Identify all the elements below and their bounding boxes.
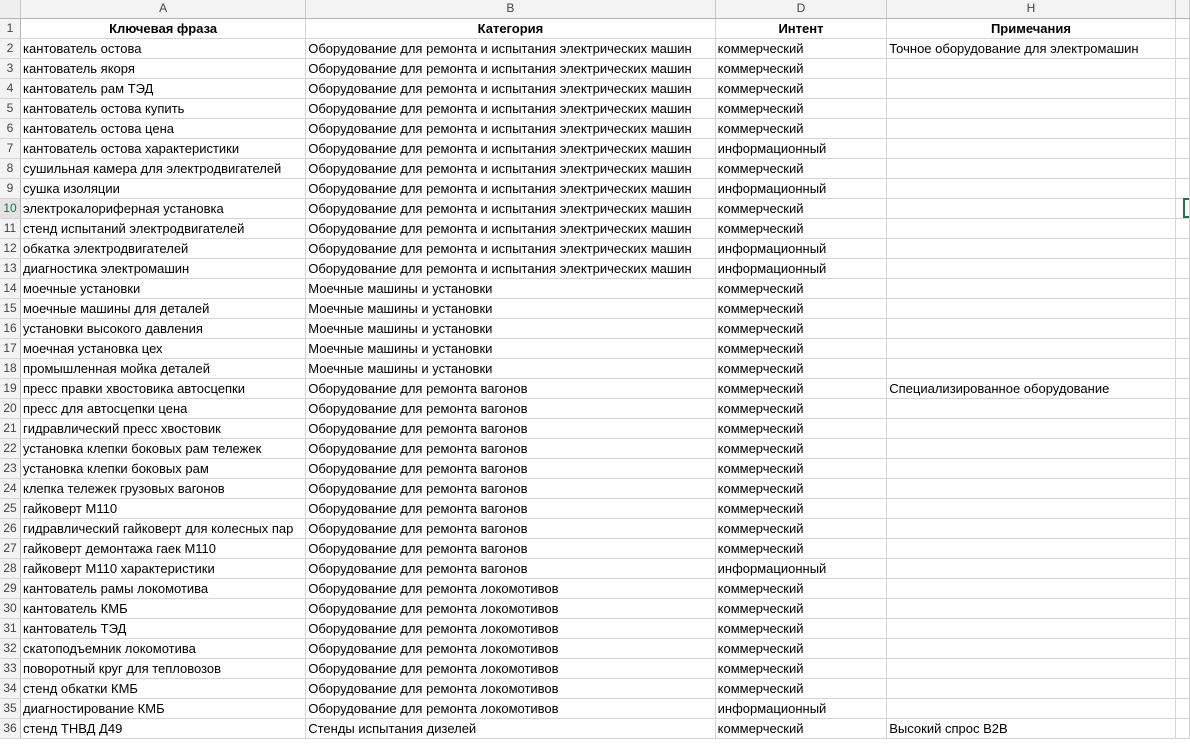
row-number[interactable]: 33	[0, 658, 20, 678]
cell-keyword[interactable]: установки высокого давления	[20, 318, 305, 338]
row-number[interactable]: 15	[0, 298, 20, 318]
cell-notes[interactable]: Точное оборудование для электромашин	[887, 38, 1175, 58]
cell-keyword[interactable]: скатоподъемник локомотива	[20, 638, 305, 658]
cell-intent[interactable]: коммерческий	[715, 298, 887, 318]
empty-cell[interactable]	[1175, 458, 1189, 478]
cell-notes[interactable]	[887, 418, 1175, 438]
table-row	[0, 258, 1190, 278]
table-row	[0, 658, 1190, 678]
empty-cell[interactable]	[1175, 658, 1189, 678]
empty-cell[interactable]	[1175, 38, 1189, 58]
cell-intent[interactable]: коммерческий	[715, 458, 887, 478]
row-number[interactable]: 36	[0, 718, 20, 738]
row-number[interactable]: 21	[0, 418, 20, 438]
row-number[interactable]: 19	[0, 378, 20, 398]
header-cell-notes[interactable]: Примечания	[887, 18, 1175, 38]
table-row	[0, 398, 1190, 418]
cell-intent[interactable]: информационный	[715, 558, 887, 578]
empty-cell[interactable]	[1175, 118, 1189, 138]
row-number[interactable]: 28	[0, 558, 20, 578]
cell-notes[interactable]	[887, 338, 1175, 358]
cell-notes[interactable]	[887, 358, 1175, 378]
cell-category[interactable]: Оборудование для ремонта локомотивов	[306, 638, 715, 658]
cell-intent[interactable]: коммерческий	[715, 718, 887, 738]
cell-notes[interactable]	[887, 298, 1175, 318]
empty-cell[interactable]	[1175, 518, 1189, 538]
table-row	[0, 458, 1190, 478]
cell-category[interactable]: Оборудование для ремонта вагонов	[306, 398, 715, 418]
cell-intent[interactable]: коммерческий	[715, 278, 887, 298]
empty-cell[interactable]	[1175, 558, 1189, 578]
cell-category[interactable]: Оборудование для ремонта вагонов	[306, 558, 715, 578]
cell-keyword[interactable]: кантователь якоря	[20, 58, 305, 78]
table-row	[0, 218, 1190, 238]
row-number[interactable]: 4	[0, 78, 20, 98]
cell-intent[interactable]: информационный	[715, 238, 887, 258]
row-number[interactable]: 35	[0, 698, 20, 718]
cell-intent[interactable]: коммерческий	[715, 438, 887, 458]
cell-keyword[interactable]: сушильная камера для электродвигателей	[20, 158, 305, 178]
active-cell-marker	[1183, 198, 1189, 218]
cell-category[interactable]: Моечные машины и установки	[306, 358, 715, 378]
cell-category[interactable]: Оборудование для ремонта локомотивов	[306, 658, 715, 678]
cell-notes[interactable]	[887, 238, 1175, 258]
cell-notes[interactable]	[887, 198, 1175, 218]
cell-notes[interactable]	[887, 218, 1175, 238]
cell-keyword[interactable]: моечная установка цех	[20, 338, 305, 358]
empty-cell[interactable]	[1175, 438, 1189, 458]
cell-keyword[interactable]: промышленная мойка деталей	[20, 358, 305, 378]
cell-notes[interactable]	[887, 558, 1175, 578]
table-row	[0, 438, 1190, 458]
column-header-a[interactable]: A	[20, 0, 305, 18]
table-row	[0, 278, 1190, 298]
table-row	[0, 638, 1190, 658]
table-row	[0, 298, 1190, 318]
cell-intent[interactable]: коммерческий	[715, 658, 887, 678]
cell-intent[interactable]: информационный	[715, 138, 887, 158]
empty-cell[interactable]	[1175, 78, 1189, 98]
cell-keyword[interactable]: гидравлический гайковерт для колесных пар	[20, 518, 305, 538]
cell-keyword[interactable]: установка клепки боковых рам	[20, 458, 305, 478]
table-row	[0, 538, 1190, 558]
cell-category[interactable]: Оборудование для ремонта и испытания электрических машин	[306, 118, 715, 138]
table-row	[0, 598, 1190, 618]
cell-category[interactable]: Моечные машины и установки	[306, 338, 715, 358]
cell-notes[interactable]	[887, 178, 1175, 198]
cell-category[interactable]: Оборудование для ремонта и испытания электрических машин	[306, 58, 715, 78]
row-number[interactable]: 34	[0, 678, 20, 698]
cell-intent[interactable]: коммерческий	[715, 578, 887, 598]
cell-intent[interactable]: коммерческий	[715, 198, 887, 218]
cell-category[interactable]: Оборудование для ремонта и испытания электрических машин	[306, 218, 715, 238]
cell-intent[interactable]: коммерческий	[715, 118, 887, 138]
cell-notes[interactable]	[887, 638, 1175, 658]
empty-cell[interactable]	[1175, 698, 1189, 718]
cell-category[interactable]: Оборудование для ремонта и испытания электрических машин	[306, 38, 715, 58]
cell-notes[interactable]: Высокий спрос B2B	[887, 718, 1175, 738]
row-number[interactable]: 27	[0, 538, 20, 558]
row-number[interactable]: 10	[0, 198, 20, 218]
row-number[interactable]: 17	[0, 338, 20, 358]
table-row	[0, 678, 1190, 698]
cell-intent[interactable]: информационный	[715, 178, 887, 198]
cell-intent[interactable]: коммерческий	[715, 678, 887, 698]
row-number[interactable]: 8	[0, 158, 20, 178]
table-row	[0, 618, 1190, 638]
cell-category[interactable]: Оборудование для ремонта и испытания электрических машин	[306, 78, 715, 98]
cell-notes[interactable]	[887, 698, 1175, 718]
empty-cell[interactable]	[1175, 618, 1189, 638]
table-row	[0, 178, 1190, 198]
cell-category[interactable]: Оборудование для ремонта вагонов	[306, 418, 715, 438]
cell-intent[interactable]: коммерческий	[715, 518, 887, 538]
empty-cell[interactable]	[1175, 378, 1189, 398]
cell-notes[interactable]	[887, 78, 1175, 98]
cell-keyword[interactable]: установка клепки боковых рам тележек	[20, 438, 305, 458]
cell-intent[interactable]: коммерческий	[715, 418, 887, 438]
cell-notes[interactable]	[887, 58, 1175, 78]
cell-intent[interactable]: коммерческий	[715, 38, 887, 58]
cell-notes[interactable]	[887, 318, 1175, 338]
cell-keyword[interactable]: поворотный круг для тепловозов	[20, 658, 305, 678]
cell-keyword[interactable]: стенд ТНВД Д49	[20, 718, 305, 738]
empty-cell[interactable]	[1175, 278, 1189, 298]
empty-cell[interactable]	[1175, 398, 1189, 418]
cell-keyword[interactable]: гайковерт демонтажа гаек М110	[20, 538, 305, 558]
cell-keyword[interactable]: стенд обкатки КМБ	[20, 678, 305, 698]
row-number[interactable]: 20	[0, 398, 20, 418]
cell-category[interactable]: Оборудование для ремонта и испытания электрических машин	[306, 138, 715, 158]
cell-category[interactable]: Оборудование для ремонта локомотивов	[306, 698, 715, 718]
empty-cell[interactable]	[1175, 358, 1189, 378]
row-number[interactable]: 13	[0, 258, 20, 278]
row-number[interactable]: 5	[0, 98, 20, 118]
cell-keyword[interactable]: диагностика электромашин	[20, 258, 305, 278]
empty-cell[interactable]	[1175, 338, 1189, 358]
table-row	[0, 78, 1190, 98]
row-number[interactable]: 24	[0, 478, 20, 498]
table-row	[0, 238, 1190, 258]
column-header-next[interactable]	[1175, 0, 1189, 18]
cell-category[interactable]: Оборудование для ремонта локомотивов	[306, 618, 715, 638]
empty-cell[interactable]	[1175, 578, 1189, 598]
empty-cell[interactable]	[1175, 18, 1189, 38]
cell-notes[interactable]	[887, 658, 1175, 678]
cell-category[interactable]: Оборудование для ремонта и испытания электрических машин	[306, 238, 715, 258]
cell-notes[interactable]	[887, 478, 1175, 498]
row-number[interactable]: 12	[0, 238, 20, 258]
table-header-row	[0, 18, 1190, 38]
cell-notes[interactable]	[887, 158, 1175, 178]
empty-cell[interactable]	[1175, 58, 1189, 78]
cell-keyword[interactable]: моечные установки	[20, 278, 305, 298]
cell-keyword[interactable]: кантователь остова характеристики	[20, 138, 305, 158]
cell-keyword[interactable]: кантователь КМБ	[20, 598, 305, 618]
table-row	[0, 198, 1190, 218]
select-all-corner[interactable]	[0, 0, 20, 18]
cell-keyword[interactable]: электрокалориферная установка	[20, 198, 305, 218]
cell-intent[interactable]: коммерческий	[715, 58, 887, 78]
table-row	[0, 98, 1190, 118]
cell-notes[interactable]	[887, 678, 1175, 698]
cell-category[interactable]: Моечные машины и установки	[306, 318, 715, 338]
empty-cell[interactable]	[1175, 178, 1189, 198]
empty-cell[interactable]	[1175, 478, 1189, 498]
column-header-d[interactable]: D	[715, 0, 887, 18]
cell-keyword[interactable]: стенд испытаний электродвигателей	[20, 218, 305, 238]
cell-intent[interactable]: коммерческий	[715, 498, 887, 518]
cell-intent[interactable]: информационный	[715, 258, 887, 278]
cell-notes[interactable]	[887, 578, 1175, 598]
cell-intent[interactable]: коммерческий	[715, 218, 887, 238]
cell-notes[interactable]	[887, 278, 1175, 298]
empty-cell[interactable]	[1175, 678, 1189, 698]
row-number[interactable]: 9	[0, 178, 20, 198]
row-number[interactable]: 11	[0, 218, 20, 238]
empty-cell[interactable]	[1175, 238, 1189, 258]
cell-keyword[interactable]: диагностирование КМБ	[20, 698, 305, 718]
row-number[interactable]: 23	[0, 458, 20, 478]
empty-cell[interactable]	[1175, 718, 1189, 738]
table-row	[0, 38, 1190, 58]
cell-keyword[interactable]: обкатка электродвигателей	[20, 238, 305, 258]
cell-category[interactable]: Оборудование для ремонта вагонов	[306, 458, 715, 478]
cell-notes[interactable]	[887, 458, 1175, 478]
column-header-h[interactable]: H	[887, 0, 1175, 18]
row-number[interactable]: 16	[0, 318, 20, 338]
header-cell-intent[interactable]: Интент	[715, 18, 887, 38]
cell-category[interactable]: Оборудование для ремонта вагонов	[306, 518, 715, 538]
cell-category[interactable]: Оборудование для ремонта вагонов	[306, 538, 715, 558]
cell-intent[interactable]: коммерческий	[715, 478, 887, 498]
empty-cell[interactable]	[1175, 138, 1189, 158]
cell-intent[interactable]: коммерческий	[715, 598, 887, 618]
cell-keyword[interactable]: кантователь ТЭД	[20, 618, 305, 638]
empty-cell[interactable]	[1175, 498, 1189, 518]
row-number[interactable]: 30	[0, 598, 20, 618]
cell-category[interactable]: Оборудование для ремонта вагонов	[306, 498, 715, 518]
row-number[interactable]: 18	[0, 358, 20, 378]
cell-notes[interactable]	[887, 98, 1175, 118]
cell-keyword[interactable]: моечные машины для деталей	[20, 298, 305, 318]
empty-cell[interactable]	[1175, 318, 1189, 338]
row-number[interactable]: 25	[0, 498, 20, 518]
cell-notes[interactable]	[887, 618, 1175, 638]
table-row	[0, 518, 1190, 538]
table-row	[0, 118, 1190, 138]
empty-cell[interactable]	[1175, 158, 1189, 178]
cell-intent[interactable]: коммерческий	[715, 98, 887, 118]
cell-notes[interactable]: Специализированное оборудование	[887, 378, 1175, 398]
cell-keyword[interactable]: гидравлический пресс хвостовик	[20, 418, 305, 438]
empty-cell[interactable]	[1175, 258, 1189, 278]
cell-notes[interactable]	[887, 498, 1175, 518]
cell-category[interactable]: Моечные машины и установки	[306, 298, 715, 318]
cell-intent[interactable]: коммерческий	[715, 358, 887, 378]
row-number[interactable]: 26	[0, 518, 20, 538]
cell-category[interactable]: Оборудование для ремонта и испытания электрических машин	[306, 258, 715, 278]
cell-notes[interactable]	[887, 138, 1175, 158]
cell-category[interactable]: Оборудование для ремонта и испытания электрических машин	[306, 178, 715, 198]
column-header-b[interactable]: B	[306, 0, 715, 18]
cell-keyword[interactable]: кантователь остова цена	[20, 118, 305, 138]
cell-keyword[interactable]: клепка тележек грузовых вагонов	[20, 478, 305, 498]
cell-keyword[interactable]: кантователь остова	[20, 38, 305, 58]
cell-notes[interactable]	[887, 598, 1175, 618]
cell-keyword[interactable]: кантователь рамы локомотива	[20, 578, 305, 598]
empty-cell[interactable]	[1175, 218, 1189, 238]
table-row	[0, 58, 1190, 78]
table-row	[0, 558, 1190, 578]
cell-notes[interactable]	[887, 118, 1175, 138]
cell-category[interactable]: Оборудование для ремонта и испытания электрических машин	[306, 98, 715, 118]
cell-category[interactable]: Оборудование для ремонта вагонов	[306, 378, 715, 398]
cell-notes[interactable]	[887, 258, 1175, 278]
table-row	[0, 378, 1190, 398]
cell-notes[interactable]	[887, 398, 1175, 418]
row-number[interactable]: 2	[0, 38, 20, 58]
row-number[interactable]: 14	[0, 278, 20, 298]
row-number[interactable]: 7	[0, 138, 20, 158]
row-number[interactable]: 1	[0, 18, 20, 38]
cell-keyword[interactable]: пресс для автосцепки цена	[20, 398, 305, 418]
cell-category[interactable]: Оборудование для ремонта локомотивов	[306, 598, 715, 618]
empty-cell[interactable]	[1175, 98, 1189, 118]
table-row	[0, 338, 1190, 358]
cell-keyword[interactable]: сушка изоляции	[20, 178, 305, 198]
header-cell-category[interactable]: Категория	[306, 18, 715, 38]
cell-category[interactable]: Оборудование для ремонта вагонов	[306, 438, 715, 458]
table-row	[0, 158, 1190, 178]
table-row	[0, 358, 1190, 378]
row-number[interactable]: 6	[0, 118, 20, 138]
empty-cell[interactable]	[1175, 638, 1189, 658]
cell-category[interactable]: Оборудование для ремонта и испытания электрических машин	[306, 158, 715, 178]
cell-intent[interactable]: коммерческий	[715, 158, 887, 178]
cell-intent[interactable]: коммерческий	[715, 378, 887, 398]
cell-category[interactable]: Оборудование для ремонта локомотивов	[306, 578, 715, 598]
cell-keyword[interactable]: гайковерт М110 характеристики	[20, 558, 305, 578]
empty-cell[interactable]	[1175, 538, 1189, 558]
cell-notes[interactable]	[887, 518, 1175, 538]
cell-intent[interactable]: коммерческий	[715, 78, 887, 98]
table-row	[0, 318, 1190, 338]
table-row	[0, 418, 1190, 438]
table-row	[0, 718, 1190, 738]
cell-intent[interactable]: коммерческий	[715, 318, 887, 338]
empty-cell[interactable]	[1175, 298, 1189, 318]
row-number[interactable]: 22	[0, 438, 20, 458]
empty-cell[interactable]	[1175, 598, 1189, 618]
cell-intent[interactable]: коммерческий	[715, 338, 887, 358]
cell-category[interactable]: Оборудование для ремонта и испытания электрических машин	[306, 198, 715, 218]
cell-notes[interactable]	[887, 438, 1175, 458]
table-row	[0, 138, 1190, 158]
cell-keyword[interactable]: кантователь рам ТЭД	[20, 78, 305, 98]
row-number[interactable]: 31	[0, 618, 20, 638]
header-cell-keyword[interactable]: Ключевая фраза	[20, 18, 305, 38]
cell-intent[interactable]: коммерческий	[715, 398, 887, 418]
cell-intent[interactable]: информационный	[715, 698, 887, 718]
empty-cell[interactable]	[1175, 418, 1189, 438]
row-number[interactable]: 3	[0, 58, 20, 78]
cell-intent[interactable]: коммерческий	[715, 538, 887, 558]
cell-notes[interactable]	[887, 538, 1175, 558]
cell-keyword[interactable]: пресс правки хвостовика автосцепки	[20, 378, 305, 398]
cell-intent[interactable]: коммерческий	[715, 638, 887, 658]
table-row	[0, 478, 1190, 498]
table-row	[0, 498, 1190, 518]
table-row	[0, 698, 1190, 718]
cell-category[interactable]: Стенды испытания дизелей	[306, 718, 715, 738]
row-number[interactable]: 32	[0, 638, 20, 658]
cell-category[interactable]: Моечные машины и установки	[306, 278, 715, 298]
row-number[interactable]: 29	[0, 578, 20, 598]
cell-category[interactable]: Оборудование для ремонта вагонов	[306, 478, 715, 498]
cell-keyword[interactable]: кантователь остова купить	[20, 98, 305, 118]
cell-intent[interactable]: коммерческий	[715, 618, 887, 638]
cell-category[interactable]: Оборудование для ремонта локомотивов	[306, 678, 715, 698]
table-row	[0, 578, 1190, 598]
cell-keyword[interactable]: гайковерт М110	[20, 498, 305, 518]
